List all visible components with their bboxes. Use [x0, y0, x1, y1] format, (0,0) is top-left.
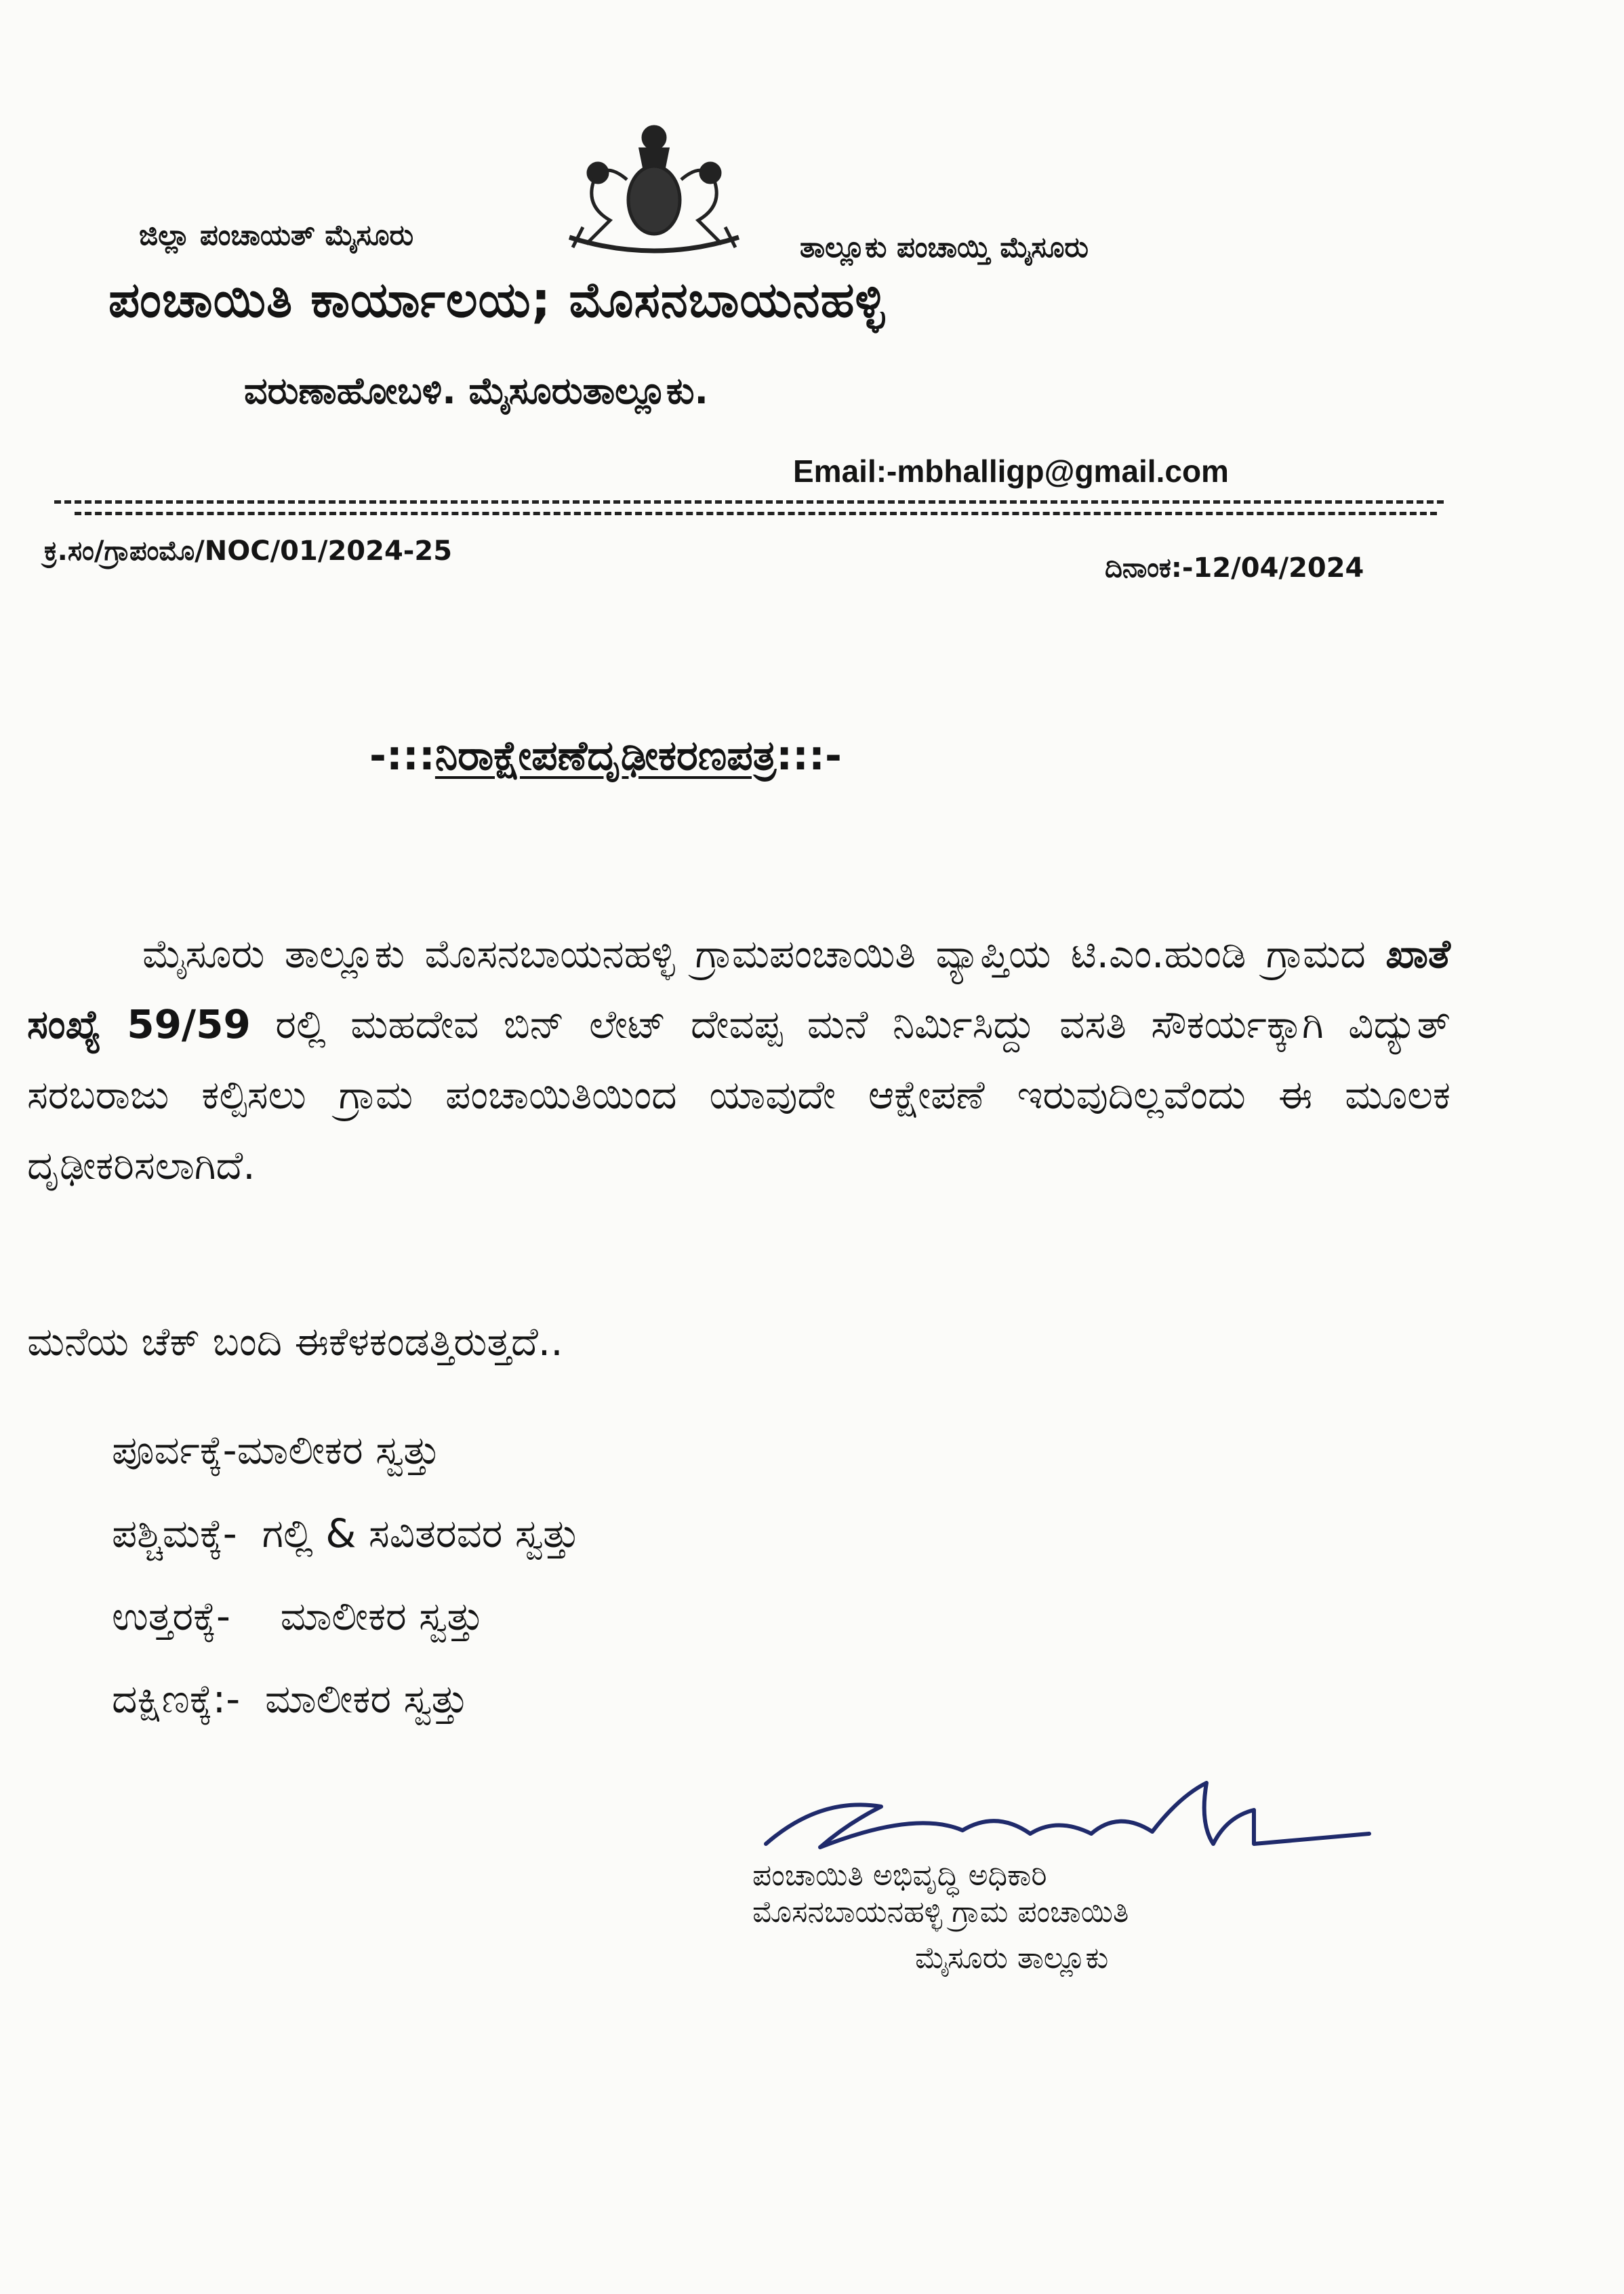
boundary-west: [112, 1510, 580, 1557]
boundary-north: [112, 1593, 483, 1640]
boundary-east: [112, 1427, 440, 1474]
body-paragraph: [27, 919, 1450, 1201]
document-date: ದಿನಾಂಕ:-12/04/2024: [1105, 552, 1364, 584]
signatory-designation: ಪಂಚಾಯಿತಿ ಅಭಿವೃದ್ಧಿ ಅಧಿಕಾರಿ: [752, 1858, 1047, 1893]
signatory-taluk: ಮೈಸೂರು ತಾಲ್ಲೂಕು: [915, 1941, 1109, 1975]
district-panchayat-label: ಜಿಲ್ಲಾ ಪಂಚಾಯತ್ ಮೈಸೂರು: [139, 218, 414, 251]
boundary-direction: ಪೂರ್ವಕ್ಕೆ-: [112, 1427, 237, 1473]
taluk-panchayat-label: ತಾಲ್ಲೂಕು ಪಂಚಾಯ್ತಿ ಮೈಸೂರು: [800, 230, 1089, 264]
header-divider: [54, 500, 1444, 504]
header-divider-2: [75, 512, 1437, 515]
boundary-direction: ಪಶ್ಚಿಮಕ್ಕೆ-: [112, 1510, 237, 1556]
boundary-value: ಮಾಲೀಕರ ಸ್ವತ್ತು: [237, 1427, 441, 1473]
signature-scribble: [739, 1769, 1383, 1871]
title-text: ನಿರಾಕ್ಷೇಪಣೆದೃಢೀಕರಣಪತ್ರ: [434, 732, 777, 780]
boundary-south: [112, 1676, 468, 1723]
signature-block: [752, 1857, 1129, 1977]
reference-number: ಕ್ರ.ಸಂ/ಗ್ರಾಪಂಮೊ/NOC/01/2024-25: [44, 536, 453, 567]
signatory-panchayat: ಮೊಸನಬಾಯನಹಳ್ಳಿ ಗ್ರಾಮ ಪಂಚಾಯಿತಿ: [752, 1895, 1129, 1929]
boundary-value: ಮಾಲೀಕರ ಸ್ವತ್ತು: [280, 1593, 484, 1639]
boundary-direction: ಉತ್ತರಕ್ಕೆ-: [112, 1593, 230, 1639]
boundary-value: ಗಲ್ಲಿ & ಸವಿತರವರ ಸ್ವತ್ತು: [262, 1510, 580, 1556]
office-subtitle: ವರುಣಾಹೋಬಳಿ. ಮೈಸೂರುತಾಲ್ಲೂಕು.: [244, 369, 709, 412]
body-part-2: ರಲ್ಲಿ ಮಹದೇವ ಬಿನ್ ಲೇಟ್ ದೇವಪ್ಪ ಮನೆ ನಿರ್ಮಿಸಿದ್ದು ವಸತಿ ಸೌಕರ್ಯಕ್ಕಾಗಿ ವಿದ್ಯುತ್ ಸರಬರಾಜು ಕಲ್ಪಿಸಲು ಗ್ರಾಮ ಪಂಚಾಯಿತಿಯಿಂದ ಯಾವುದೇ ಆಕ್ಷೇಪಣೆ ಇರುವುದಿಲ್ಲವೆಂದು ಈ ಮೂಲಕ ದೃಢೀಕರಿಸಲಾಗಿದೆ.: [27, 1001, 1451, 1188]
account-number: ಖಾತೆ ಸಂಖ್ಯೆ 59/59: [27, 931, 1450, 1047]
office-title: ಪಂಚಾಯಿತಿ ಕಾರ್ಯಾಲಯ; ಮೊಸನಬಾಯನಹಳ್ಳಿ: [108, 271, 886, 328]
body-part-1: ಮೈಸೂರು ತಾಲ್ಲೂಕು ಮೊಸನಬಾಯನಹಳ್ಳಿ ಗ್ರಾಮಪಂಚಾಯಿತಿ ವ್ಯಾಪ್ತಿಯ ಟಿ.ಎಂ.ಹುಂಡಿ ಗ್ರಾಮದ: [142, 931, 1366, 977]
title-prefix: -:::: [369, 732, 435, 780]
title-suffix: :::-: [776, 732, 842, 780]
boundary-value: ಮಾಲೀಕರ ಸ್ವತ್ತು: [265, 1676, 468, 1722]
government-emblem-icon: [556, 119, 752, 254]
office-email: Email:-mbhalligp@gmail.com: [793, 454, 1229, 489]
boundary-intro: ಮನೆಯ ಚೆಕ್ ಬಂದಿ ಈಕೆಳಕಂಡತ್ತಿರುತ್ತದೆ..: [27, 1319, 563, 1365]
boundary-direction: ದಕ್ಷಿಣಕ್ಕೆ:-: [112, 1676, 241, 1722]
document-title: [369, 732, 842, 780]
